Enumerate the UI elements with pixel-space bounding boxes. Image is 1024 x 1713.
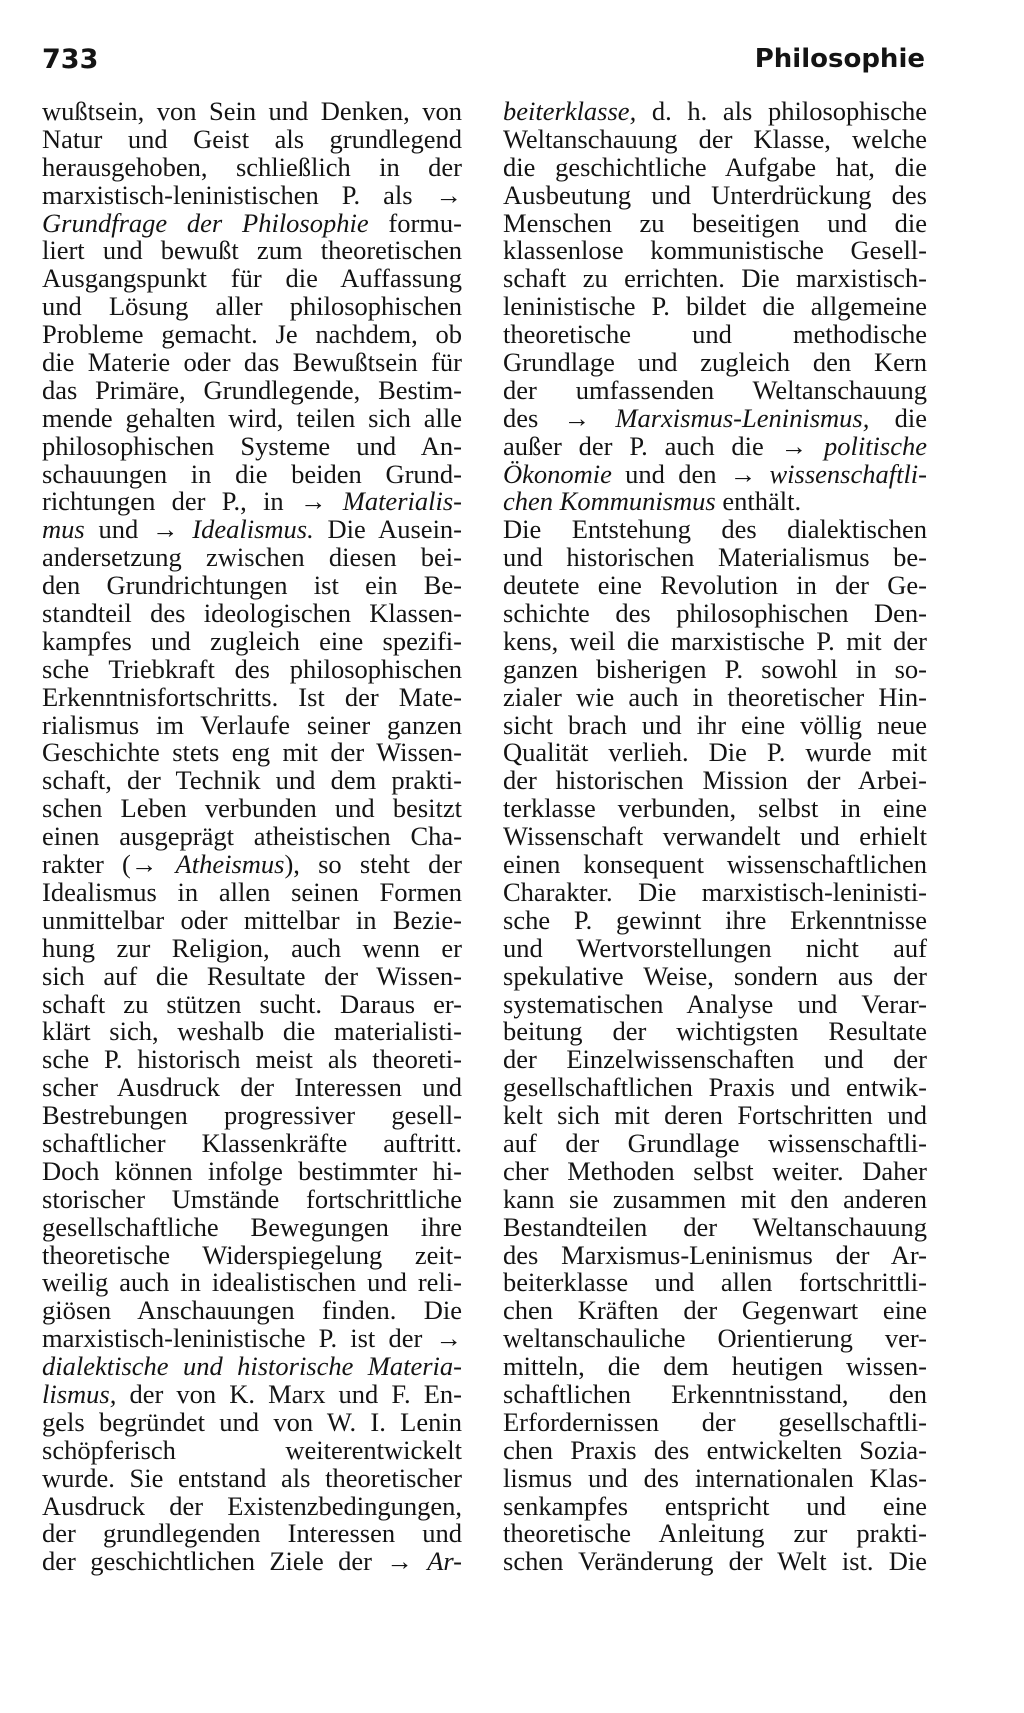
text-line bbox=[42, 1018, 462, 1046]
text-segment: Bestandteilen der Weltanschauung bbox=[503, 1211, 927, 1242]
text-line bbox=[42, 960, 462, 991]
text-line bbox=[42, 823, 462, 851]
text-line bbox=[503, 430, 927, 461]
text-line bbox=[503, 1046, 927, 1074]
text-line bbox=[42, 293, 462, 321]
text-line bbox=[503, 1211, 927, 1242]
cross-reference-term: chen Kommunismus bbox=[503, 486, 716, 517]
cross-reference-term: Ökonomie bbox=[503, 458, 612, 489]
text-segment: außer der P. auch die → bbox=[503, 430, 824, 461]
text-segment: chen Praxis des entwickelten Sozia- bbox=[503, 1434, 927, 1465]
text-line bbox=[42, 1490, 462, 1521]
text-segment: und den → bbox=[611, 458, 770, 489]
text-line bbox=[42, 1434, 462, 1465]
text-line bbox=[42, 1297, 462, 1325]
text-line bbox=[42, 374, 462, 405]
text-segment: hung zur Religion, auch wenn er bbox=[42, 932, 462, 963]
text-line bbox=[42, 123, 462, 154]
text-line bbox=[42, 516, 462, 544]
text-segment: des → bbox=[503, 402, 616, 433]
text-segment: liert und bewußt zum theoretischen bbox=[42, 235, 462, 266]
text-line bbox=[42, 876, 462, 907]
text-segment: ), so steht der bbox=[284, 849, 462, 880]
text-line bbox=[503, 402, 928, 433]
text-line bbox=[503, 458, 927, 489]
text-line bbox=[503, 681, 927, 712]
text-line bbox=[42, 265, 462, 293]
text-line bbox=[42, 430, 462, 461]
text-segment: zialer wie auch in theoretischer Hin- bbox=[503, 681, 927, 712]
text-segment: der grundlegenden Interessen und bbox=[42, 1518, 462, 1549]
text-segment: beiterklasse und allen fortschrittli- bbox=[503, 1267, 927, 1298]
text-segment: einen ausgeprägt atheistischen Cha- bbox=[42, 821, 462, 852]
text-line bbox=[503, 237, 927, 265]
cross-reference-term: wissenschaftli- bbox=[769, 458, 927, 489]
text-line bbox=[42, 904, 462, 935]
text-segment: der geschichtlichen Ziele der → bbox=[42, 1546, 428, 1577]
text-line bbox=[503, 1378, 927, 1409]
text-segment: Qualität verlieh. Die P. wurde mit bbox=[503, 737, 927, 768]
text-segment: klärt sich, weshalb die materialisti- bbox=[42, 1016, 462, 1047]
text-segment: sicht brach und ihr eine völlig neue bbox=[503, 709, 927, 740]
text-segment: theoretische und methodische bbox=[503, 319, 927, 350]
text-line bbox=[503, 1406, 927, 1437]
text-line bbox=[503, 932, 927, 963]
text-segment: und Wertvorstellungen nicht auf bbox=[503, 932, 927, 963]
text-segment: theoretische Anleitung zur prakti- bbox=[503, 1518, 927, 1549]
text-line bbox=[503, 709, 927, 740]
text-line bbox=[503, 1325, 927, 1353]
text-segment: die geschichtliche Aufgabe hat, die bbox=[503, 151, 927, 182]
text-line bbox=[42, 739, 462, 767]
text-segment: terklasse verbunden, selbst in eine bbox=[503, 793, 927, 824]
text-segment: mitteln, die dem heutigen wissen- bbox=[503, 1351, 927, 1382]
text-segment: cher Methoden selbst weiter. Daher bbox=[503, 1155, 927, 1186]
text-segment: chen Kräften der Gegenwart eine bbox=[503, 1295, 927, 1326]
text-line bbox=[503, 1490, 927, 1521]
text-line bbox=[42, 1548, 462, 1576]
text-line bbox=[503, 349, 927, 377]
text-segment: der umfassenden Weltanschauung bbox=[503, 374, 927, 405]
text-segment: und Lösung aller philosophischen bbox=[42, 291, 462, 322]
text-segment: Bestrebungen progressiver gesell- bbox=[42, 1100, 462, 1131]
text-line bbox=[42, 544, 462, 572]
text-segment: Grundlage und zugleich den Kern bbox=[503, 347, 927, 378]
text-segment: sich auf die Resultate der Wissen- bbox=[42, 960, 462, 991]
text-line bbox=[503, 123, 927, 154]
text-line bbox=[503, 321, 927, 349]
text-line bbox=[42, 1127, 462, 1158]
text-line bbox=[42, 851, 462, 879]
text-segment: beitung der wichtigsten Resultate bbox=[503, 1016, 927, 1047]
text-segment: standteil des ideologischen Klassen- bbox=[42, 598, 462, 629]
text-segment: Die Ausein- bbox=[313, 514, 463, 545]
text-line bbox=[503, 1297, 927, 1325]
text-line bbox=[42, 151, 462, 182]
text-line bbox=[42, 207, 462, 238]
text-line bbox=[503, 851, 927, 879]
text-segment: schöpferisch weiterentwickelt bbox=[42, 1434, 462, 1465]
text-line bbox=[42, 1155, 462, 1186]
text-line bbox=[503, 1074, 927, 1102]
text-line bbox=[503, 1462, 927, 1493]
text-line bbox=[42, 458, 462, 489]
text-segment: Natur und Geist als grundlegend bbox=[42, 123, 462, 154]
text-line bbox=[503, 988, 927, 1019]
text-segment: auf der Grundlage wissenschaftli- bbox=[503, 1127, 927, 1158]
text-line bbox=[503, 1269, 927, 1297]
text-segment: gels begründet und von W. I. Lenin bbox=[42, 1406, 462, 1437]
text-line bbox=[503, 876, 927, 907]
text-line bbox=[503, 207, 927, 238]
running-head: Philosophie bbox=[754, 44, 925, 74]
text-segment: Menschen zu beseitigen und die bbox=[503, 207, 927, 238]
text-segment: schichte des philosophischen Den- bbox=[503, 598, 927, 629]
cross-reference-term: Grundfrage der Philosophie bbox=[42, 207, 369, 238]
text-segment: formu- bbox=[368, 207, 462, 238]
text-segment: Die Entstehung des dialektischen bbox=[503, 514, 927, 545]
text-line bbox=[503, 488, 927, 516]
text-segment: unmittelbar oder mittelbar in Bezie- bbox=[42, 904, 462, 935]
text-line bbox=[42, 1183, 462, 1214]
text-line bbox=[42, 1462, 462, 1493]
text-line bbox=[503, 516, 927, 544]
text-line bbox=[503, 1239, 927, 1270]
text-line bbox=[42, 600, 462, 628]
text-line bbox=[42, 653, 462, 684]
cross-reference-term: mus bbox=[42, 514, 85, 545]
text-line bbox=[42, 237, 462, 265]
text-line bbox=[42, 1239, 462, 1270]
text-segment: kens, weil die marxistische P. mit der bbox=[503, 625, 927, 656]
cross-reference-term: Materialis- bbox=[342, 486, 462, 517]
text-segment: schaft zu stützen sucht. Daraus er- bbox=[42, 988, 462, 1019]
text-segment: Weltanschauung der Klasse, welche bbox=[503, 123, 927, 154]
text-segment: wußtsein, von Sein und Denken, von bbox=[42, 96, 462, 126]
text-segment: der historischen Mission der Arbei- bbox=[503, 765, 927, 796]
text-line bbox=[42, 1353, 462, 1381]
text-line bbox=[42, 932, 462, 963]
text-line bbox=[42, 1074, 462, 1102]
text-line bbox=[42, 709, 462, 740]
text-line bbox=[503, 98, 927, 126]
text-segment: schaft zu errichten. Die marxistisch- bbox=[503, 263, 927, 294]
text-segment: Wissenschaft verwandelt und erhielt bbox=[503, 821, 927, 852]
text-line bbox=[42, 1406, 462, 1437]
text-line bbox=[503, 795, 927, 823]
text-segment: schen Veränderung der Welt ist. Die bbox=[503, 1546, 927, 1577]
text-line bbox=[503, 1548, 927, 1576]
text-segment: herausgehoben, schließlich in der bbox=[42, 151, 462, 182]
text-segment: lismus und des internationalen Klas- bbox=[503, 1462, 927, 1493]
text-segment: giösen Anschauungen finden. Die bbox=[42, 1295, 462, 1326]
cross-reference-term: Marxismus-Leninismus, bbox=[615, 402, 870, 433]
text-line bbox=[42, 1269, 462, 1297]
text-line bbox=[503, 960, 927, 991]
text-segment: storischer Umstände fortschrittliche bbox=[42, 1183, 462, 1214]
text-segment: der Einzelwissenschaften und der bbox=[503, 1044, 927, 1075]
text-segment: schaftlichen Erkenntnisstand, den bbox=[503, 1378, 927, 1409]
text-segment: Ausdruck der Existenzbedingungen, bbox=[42, 1490, 462, 1521]
text-segment: sche P. historisch meist als theoreti- bbox=[42, 1044, 462, 1075]
text-line bbox=[503, 600, 927, 628]
text-segment: klassenlose kommunistische Gesell- bbox=[503, 235, 927, 266]
text-segment: philosophischen Systeme und An- bbox=[42, 430, 462, 461]
text-segment: spekulative Weise, sondern aus der bbox=[503, 960, 927, 991]
text-segment: mende gehalten wird, teilen sich alle bbox=[42, 402, 462, 433]
text-line bbox=[42, 1378, 462, 1409]
text-line bbox=[503, 1102, 927, 1130]
cross-reference-term: beiterklasse, bbox=[503, 96, 637, 126]
text-segment: schaft, der Technik und dem prakti- bbox=[42, 765, 462, 796]
text-segment: sche P. gewinnt ihre Erkenntnisse bbox=[503, 904, 927, 935]
text-line bbox=[42, 1102, 462, 1130]
text-segment: marxistisch-leninistischen P. als → bbox=[42, 179, 462, 210]
text-segment: ganzen bisherigen P. sowohl in so- bbox=[503, 653, 927, 684]
text-segment: und → bbox=[84, 514, 193, 545]
text-line bbox=[42, 98, 462, 126]
text-segment: und historischen Materialismus be- bbox=[503, 542, 927, 573]
text-line bbox=[42, 572, 462, 600]
text-segment: weltanschauliche Orientierung ver- bbox=[503, 1323, 927, 1354]
text-line bbox=[503, 293, 927, 321]
text-segment: wurde. Sie entstand als theoretischer bbox=[42, 1462, 462, 1493]
text-line bbox=[503, 1018, 927, 1046]
text-segment: Idealismus in allen seinen Formen bbox=[42, 876, 462, 907]
text-segment: Doch können infolge bestimmter hi- bbox=[42, 1155, 462, 1186]
text-line bbox=[503, 572, 927, 600]
text-line bbox=[42, 1211, 462, 1242]
text-segment: kann sie zusammen mit den anderen bbox=[503, 1183, 927, 1214]
text-segment: marxistisch-leninistische P. ist der → bbox=[42, 1323, 462, 1354]
text-segment: theoretische Widerspiegelung zeit- bbox=[42, 1239, 462, 1270]
text-line bbox=[503, 544, 927, 572]
text-segment: schen Leben verbunden und besitzt bbox=[42, 793, 462, 824]
text-segment: die bbox=[869, 402, 928, 433]
text-segment: Erfordernissen der gesellschaftli- bbox=[503, 1406, 927, 1437]
text-line bbox=[42, 625, 462, 656]
text-segment: scher Ausdruck der Interessen und bbox=[42, 1072, 462, 1103]
text-segment: rakter (→ bbox=[42, 849, 176, 880]
text-segment: Ausbeutung und Unterdrückung des bbox=[503, 179, 927, 210]
text-segment: d. h. als philosophische bbox=[636, 96, 927, 126]
text-segment: weilig auch in idealistischen und reli- bbox=[42, 1267, 462, 1298]
page-number: 733 bbox=[42, 44, 99, 75]
text-segment: rialismus im Verlaufe seiner ganzen bbox=[42, 709, 462, 740]
cross-reference-term: politische bbox=[823, 430, 927, 461]
cross-reference-term: dialektische und historische Materia- bbox=[42, 1351, 462, 1382]
text-segment: des Marxismus-Leninismus der Ar- bbox=[503, 1239, 927, 1270]
text-segment: Erkenntnisfortschritts. Ist der Mate- bbox=[42, 681, 462, 712]
text-column-right bbox=[503, 98, 927, 1576]
text-line bbox=[42, 179, 462, 210]
text-line bbox=[42, 1046, 462, 1074]
text-line bbox=[42, 349, 462, 377]
text-segment: Probleme gemacht. Je nachdem, ob bbox=[42, 319, 462, 350]
text-line bbox=[503, 823, 927, 851]
text-segment: Ausgangspunkt für die Auffassung bbox=[42, 263, 462, 294]
text-line bbox=[503, 179, 927, 210]
text-line bbox=[42, 795, 462, 823]
text-line bbox=[503, 1520, 927, 1548]
text-line bbox=[503, 653, 927, 684]
text-segment: deutete eine Revolution in der Ge- bbox=[503, 570, 927, 601]
text-line bbox=[503, 1434, 927, 1465]
cross-reference-term: Ar- bbox=[427, 1546, 462, 1577]
text-line bbox=[503, 1183, 927, 1214]
text-segment: leninistische P. bildet die allgemeine bbox=[503, 291, 927, 322]
text-line bbox=[503, 767, 927, 795]
text-line bbox=[503, 265, 927, 293]
text-segment: gesellschaftliche Bewegungen ihre bbox=[42, 1211, 462, 1242]
text-line bbox=[42, 988, 462, 1019]
cross-reference-term: Atheismus bbox=[175, 849, 285, 880]
text-segment: Geschichte stets eng mit der Wissen- bbox=[42, 737, 462, 768]
text-line bbox=[42, 402, 462, 433]
text-line bbox=[503, 1155, 927, 1186]
text-line bbox=[503, 739, 927, 767]
text-line bbox=[42, 767, 462, 795]
text-segment: systematischen Analyse und Verar- bbox=[503, 988, 927, 1019]
text-segment: der von K. Marx und F. En- bbox=[116, 1378, 462, 1409]
text-segment: enthält. bbox=[715, 486, 802, 517]
text-segment: senkampfes entspricht und eine bbox=[503, 1490, 927, 1521]
text-segment: kampfes und zugleich eine spezifi- bbox=[42, 625, 462, 656]
text-segment: die Materie oder das Bewußtsein für bbox=[42, 347, 462, 378]
text-segment: richtungen der P., in → bbox=[42, 486, 343, 517]
text-line bbox=[503, 151, 927, 182]
text-segment: schaftlicher Klassenkräfte auftritt. bbox=[42, 1127, 462, 1158]
text-line bbox=[503, 1127, 927, 1158]
text-segment: kelt sich mit deren Fortschritten und bbox=[503, 1100, 927, 1131]
text-column-left bbox=[42, 98, 462, 1576]
text-segment: sche Triebkraft des philosophischen bbox=[42, 653, 462, 684]
text-line bbox=[503, 904, 927, 935]
cross-reference-term: lismus, bbox=[42, 1378, 117, 1409]
text-segment: Charakter. Die marxistisch-leninisti- bbox=[503, 876, 927, 907]
text-segment: einen konsequent wissenschaftlichen bbox=[503, 849, 927, 880]
text-line bbox=[42, 488, 462, 516]
text-segment: das Primäre, Grundlegende, Bestim- bbox=[42, 374, 462, 405]
text-line bbox=[42, 681, 462, 712]
text-line bbox=[42, 1520, 462, 1548]
text-line bbox=[503, 374, 927, 405]
text-line bbox=[42, 1325, 462, 1353]
text-segment: gesellschaftlichen Praxis und entwik- bbox=[503, 1072, 927, 1103]
text-segment: schauungen in die beiden Grund- bbox=[42, 458, 462, 489]
text-line bbox=[503, 1353, 927, 1381]
text-line bbox=[42, 321, 462, 349]
text-segment: den Grundrichtungen ist ein Be- bbox=[42, 570, 462, 601]
cross-reference-term: Idealismus. bbox=[192, 514, 314, 545]
text-line bbox=[503, 625, 927, 656]
text-segment: andersetzung zwischen diesen bei- bbox=[42, 542, 462, 573]
